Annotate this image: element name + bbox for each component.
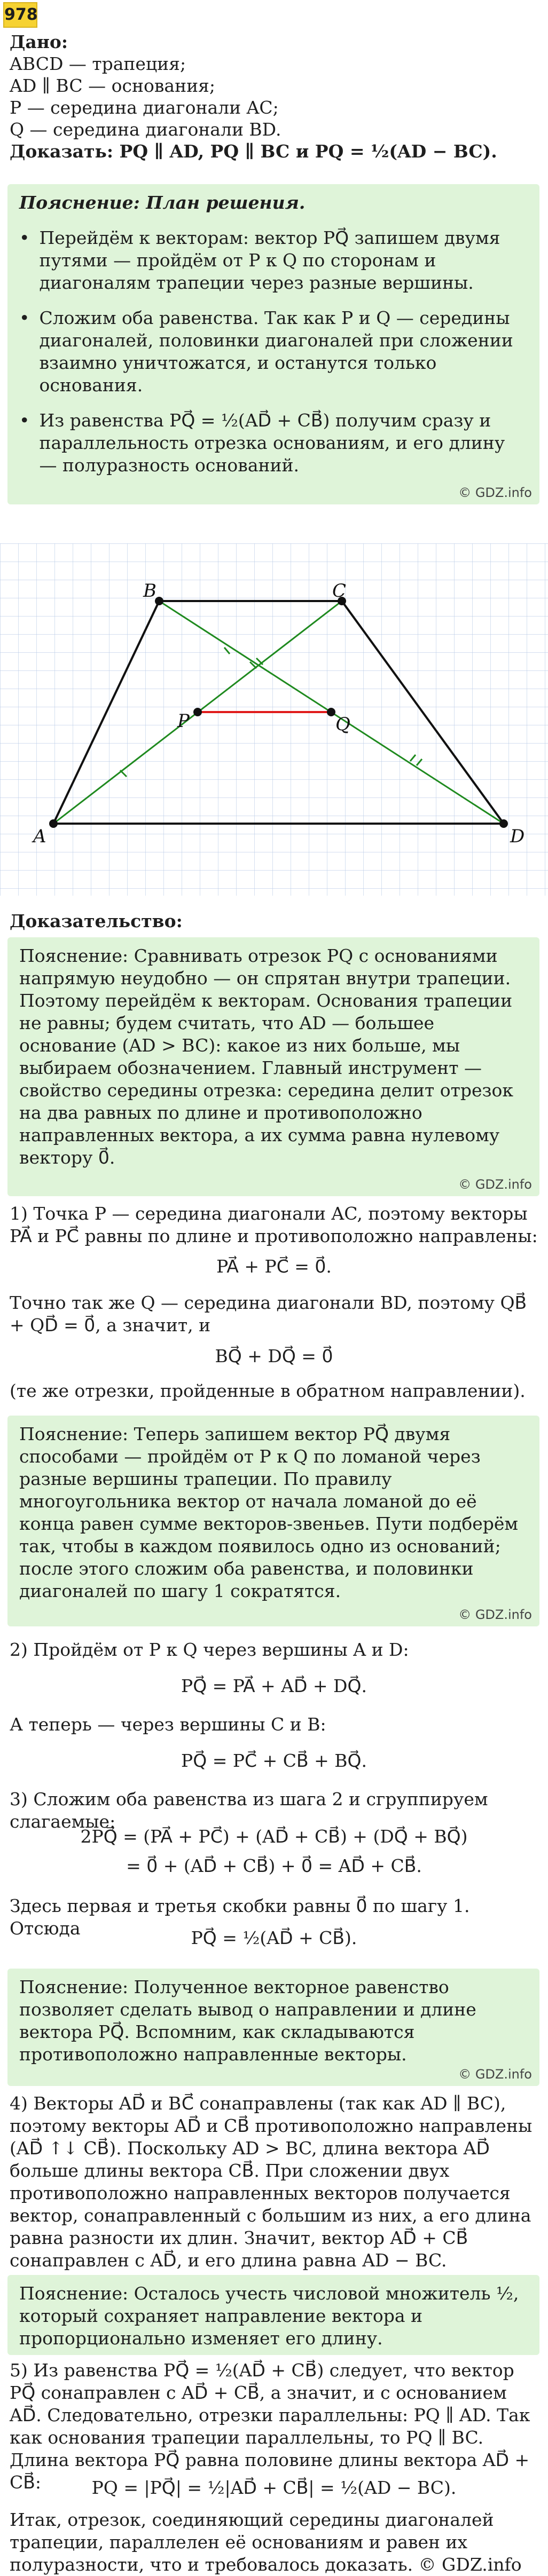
plan-explanation [7,184,539,504]
plan-bullet-text-3: Из равенства PQ⃗ = ½(AD⃗ + CB⃗) получим сразу и параллельность отрезка основаниям, и его длину — полуразность оснований. [39,410,505,476]
step-3-text: 3) Сложим оба равенства из шага 2 и сгруппируем слагаемые: [10,1789,488,1832]
step-4-text: 4) Векторы AD⃗ и BC⃗ сонаправлены (так как AD ∥ BC), поэтому векторы AD⃗ и CB⃗ противоположно направлены (AD⃗ ↑↓ CB⃗). Поскольку AD > BC, длина вектора AD⃗ больше длины вектора CB⃗. При сложении двух противоположно направленных векторов получается вектор, сонаправленный с большим из них, а его длина равна разности их длин. Значит, вектор AD⃗ + CB⃗ сонаправлен с AD⃗, и его длина равна AD − BC. [10,2093,533,2271]
plan-bullet-text-1: Перейдём к векторам: вектор PQ⃗ запишем двумя путями — пройдём от P к Q по сторонам и диагоналям трапеции через разные вершины. [39,227,500,293]
step-2-text-b: А теперь — через вершины C и B: [10,1714,326,1735]
step-1-text-b: Точно так же Q — середина диагонали BD, поэтому QB⃗ + QD⃗ = 0⃗, а значит, и [10,1292,527,1336]
explanation-1-text: Пояснение: Сравнивать отрезок PQ с основаниями напрямую неудобно — он спрятан внутри трапеции. Поэтому перейдём к векторам. Основания трапеции не равны; будем считать, что AD — большее основание (AD > BC): какое из них больше, мы выбираем обозначением. Главный инструмент — свойство середины отрезка: середина делит отрезок на два равных по длине и противоположно направленных вектора, а их сумма равна нулевому вектору 0⃗. [19,945,513,1168]
given-line-4: Q — середина диагонали BD. [10,119,281,140]
label-B: B [143,580,156,602]
formula-5: 2PQ⃗ = (PA⃗ + PC⃗) + (AD⃗ + CB⃗) + (DQ⃗ + BQ⃗) [80,1826,468,1847]
vertex-A [49,819,58,828]
explanation-4 [7,2275,539,2355]
explanation-2-text: Пояснение: Теперь запишем вектор PQ⃗ двумя способами — пройдём от P к Q по ломаной через разные вершины трапеции. По правилу многоугольника вектор от начала ломаной до её конца равен сумме векторов-звеньев. Пути подберём так, чтобы в каждом появилось одно из оснований; после этого сложим оба равенства, и половинки диагоналей по шагу 1 сократятся. [19,1424,519,1601]
conclusion-text: Итак, отрезок, соединяющий середины диагоналей трапеции, параллелен её основаниям и равен их полуразности, что и требовалось доказать. © GDZ.info [10,2509,522,2575]
formula-1: PA⃗ + PC⃗ = 0⃗. [216,1256,332,1277]
explanation-3 [7,1969,539,2086]
plan-bullet-2: • Сложим оба равенства. Так как P и Q — середины диагоналей, половинки диагоналей при сложении взаимно уничтожатся, и останутся только основания. [19,307,528,397]
step-5-text: 5) Из равенства PQ⃗ = ½(AD⃗ + CB⃗) следует, что вектор PQ⃗ сонаправлен с AD⃗ + CB⃗, а значит, и с основанием AD⃗. Следовательно, отрезки параллельны: PQ ∥ AD. Так как основания трапеции параллельны, то PQ ∥ BC. Длина вектора PQ⃗ равна половине длины вектора AD⃗ + CB⃗: [10,2360,530,2493]
explanation-4-text: Пояснение: Осталось учесть числовой множитель ½, который сохраняет направление вектора и пропорционально изменяет его длину. [19,2283,519,2349]
explanation-3-text: Пояснение: Полученное векторное равенство позволяет сделать вывод о направлении и длине вектора PQ⃗. Вспомним, как складываются противоположно направленные векторы. [19,1977,476,2065]
label-P: P [177,710,190,732]
given-line-1: ABCD — трапеция; [10,53,186,74]
proof-heading: Доказательство: [10,911,183,931]
given-section [10,31,538,162]
given-line-3: P — середина диагонали AC; [10,97,279,118]
formula-2: BQ⃗ + DQ⃗ = 0⃗ [215,1346,333,1366]
formula-7: PQ⃗ = ½(AD⃗ + CB⃗). [191,1927,357,1948]
explanation-2 [7,1416,539,1626]
problem-number: 978 [3,2,37,28]
label-C: C [332,580,347,602]
formula-4: PQ⃗ = PC⃗ + CB⃗ + BQ⃗. [181,1750,367,1771]
formula-8: PQ = |PQ⃗| = ½|AD⃗ + CB⃗| = ½(AD − BC). [91,2477,457,2498]
grid-background [0,543,548,896]
label-D: D [510,826,525,847]
step-1-text-c: (те же отрезки, пройденные в обратном направлении). [10,1380,526,1401]
credit: © GDZ.info [458,485,532,500]
label-Q: Q [335,714,350,735]
label-A: A [33,826,46,847]
plan-title: Пояснение: План решения. [19,192,306,213]
plan-bullet-text-2: Сложим оба равенства. Так как P и Q — середины диагоналей, половинки диагоналей при сложении взаимно уничтожатся, и останутся только основания. [39,307,513,396]
trapezoid-diagram [0,543,548,896]
prove-statement: Доказать: PQ ∥ AD, PQ ∥ BC и PQ = ½(AD − BC). [10,141,497,162]
plan-bullet-1: • Перейдём к векторам: вектор PQ⃗ запишем двумя путями — пройдём от P к Q по сторонам и диагоналям трапеции через разные вершины. [19,227,528,294]
vertex-D [499,819,508,828]
step-2-text: 2) Пройдём от P к Q через вершины A и D: [10,1639,409,1660]
given-line-2: AD ∥ BC — основания; [10,75,215,96]
point-P [193,708,202,716]
credit-2: © GDZ.info [458,1607,532,1622]
plan-bullet-3: • Из равенства PQ⃗ = ½(AD⃗ + CB⃗) получим сразу и параллельность отрезка основаниям, и его длину — полуразность оснований. [19,409,528,477]
explanation-1 [7,937,539,1196]
point-Q [327,708,335,716]
credit-3: © GDZ.info [458,2067,532,2082]
formula-3: PQ⃗ = PA⃗ + AD⃗ + DQ⃗. [181,1676,367,1696]
given-heading: Дано: [10,31,68,52]
step-3-text-b: Здесь первая и третья скобки равны 0⃗ по шагу 1. Отсюда [10,1895,470,1939]
step-1-text: 1) Точка P — середина диагонали AC, поэтому векторы PA⃗ и PC⃗ равны по длине и противоположно направлены: [10,1203,538,1246]
formula-6: = 0⃗ + (AD⃗ + CB⃗) + 0⃗ = AD⃗ + CB⃗. [126,1855,422,1876]
credit-1: © GDZ.info [458,1177,532,1192]
